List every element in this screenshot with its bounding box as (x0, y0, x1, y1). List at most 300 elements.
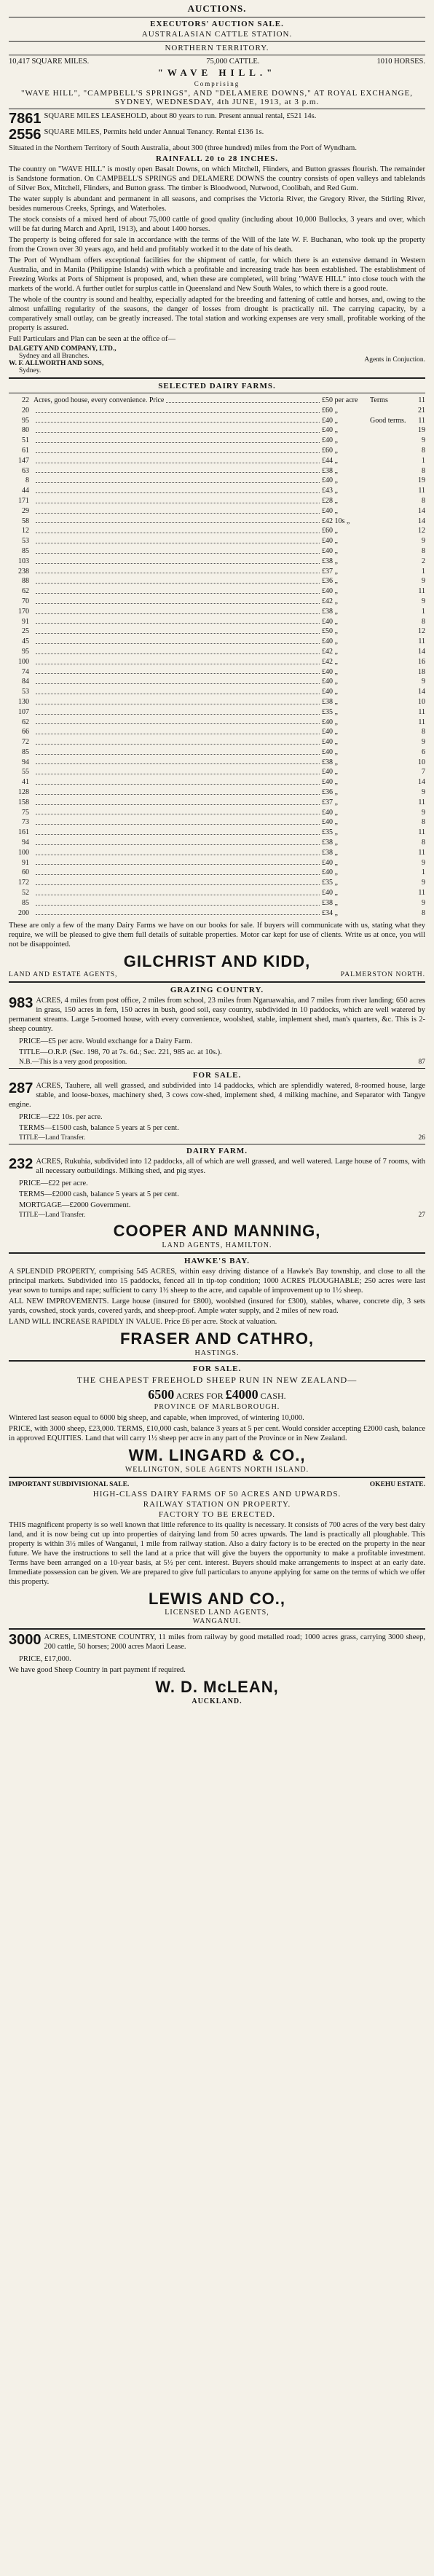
dairy-farm-ref: 9 (422, 858, 425, 867)
dairy-farm-desc (33, 476, 322, 486)
dairy-farm-ref: 11 (418, 889, 425, 898)
dairy-farm-acres: 128 (18, 788, 29, 797)
sheeprun-price: £4000 (225, 1387, 259, 1402)
dairy-farm-terms (370, 476, 411, 486)
dairy-farm-price: £42 „ (322, 647, 338, 656)
dotted-leader (36, 737, 320, 745)
divider (9, 1068, 425, 1069)
farm-287-title: TITLE—Land Transfer. (19, 1134, 86, 1142)
dairy-farm-desc (33, 396, 322, 406)
dotted-leader (36, 718, 320, 725)
dairy-farm-price: £38 „ (322, 607, 338, 616)
dotted-leader (166, 396, 320, 403)
grazing-nb: N.B.—This is a very good proposition. (19, 1059, 127, 1067)
dairy-farm-acres: 8 (25, 476, 29, 485)
dairy-farm-row (9, 727, 425, 737)
dairy-farm-row (9, 817, 425, 828)
limestone-text: ACRES, LIMESTONE COUNTRY, 11 miles from railway by good metalled road; 1000 acres grass, carrying 3000 sheep, 200 cattle, 50 horses; 2000 acres Maori Lease. (44, 1633, 425, 1652)
dotted-leader (36, 576, 320, 584)
okehu-heading-left: IMPORTANT SUBDIVISIONAL SALE. (9, 1481, 130, 1489)
agent-2-name: W. F. ALLWORTH AND SONS, (9, 360, 104, 367)
hawkes-text-2: ALL NEW IMPROVEMENTS. Large house (insured for £800), woolshed (insured for £300), stables, wharee, concrete dip, 3 sets yards, cowshed, stock yards, covered yards, and sheep-proof. Ample water supply, and 2 miles of new road. (9, 1297, 425, 1316)
dairy-farm-acres: 22 (22, 396, 29, 404)
dairy-farm-desc (33, 446, 322, 456)
dairy-farm-desc (33, 567, 322, 577)
sheeprun-acres: 6500 (148, 1387, 175, 1402)
description-p1: The country on "WAVE HILL" is mostly open Basalt Downs, on which Mitchell, Flinders, and Button grasses flourish. The remainder is Sandstone formation. On CAMPBELL'S SPRINGS and DELAMERE DOWNS the country consists of open valleys and tablelands of Silver Box, Mitchell, Flinders, and Button grass. The timber is Bloodwood, Nutwood, Coolibah, and Red Gum. (9, 165, 425, 192)
dairy-farm-price: £40 „ (322, 537, 338, 546)
dairy-farm-ref: 10 (418, 758, 425, 766)
dotted-leader (36, 677, 320, 684)
dotted-leader (36, 506, 320, 514)
dairy-farm-row (9, 758, 425, 768)
dotted-leader (36, 637, 320, 644)
dairy-farm-ref: 14 (418, 517, 425, 525)
dairy-farm-terms (370, 727, 411, 737)
dotted-leader (36, 567, 320, 574)
dotted-leader (36, 425, 320, 433)
dairy-farm-ref: 9 (422, 597, 425, 605)
dotted-leader (36, 607, 320, 614)
dairy-farm-desc (33, 406, 322, 416)
dairy-farm-price: £42 10s „ (322, 517, 350, 525)
dairy-farm-ref: 11 (418, 637, 425, 646)
lot-2 (9, 127, 425, 142)
dairy-farm-desc (33, 777, 322, 788)
hawkes-agent-name: FRASER AND CATHRO, (119, 1330, 315, 1348)
dairy-farm-acres: 161 (18, 828, 29, 837)
dairy-farm-row (9, 747, 425, 758)
dairy-farm-price: £40 „ (322, 476, 338, 485)
dairy-farm-desc (33, 747, 322, 758)
dairy-agent-sub-left: LAND AND ESTATE AGENTS, (9, 971, 118, 979)
dotted-leader (36, 878, 320, 885)
newspaper-page (9, 0, 425, 1705)
dairy-farm-terms (370, 888, 411, 898)
farm-232-mortgage: MORTGAGE—£2000 Government. (19, 1201, 131, 1210)
dairy-farm-price: £50 „ (322, 627, 338, 636)
grazing-ref: 87 (418, 1059, 425, 1067)
dairy-farm-ref: 11 (418, 707, 425, 716)
dairy-farm-terms (370, 526, 411, 536)
dairy-farm-acres: 53 (22, 688, 29, 696)
dotted-leader (36, 828, 320, 835)
sheeprun-acres-text: ACRES FOR (175, 1391, 224, 1402)
station-name: "WAVE HILL." (157, 67, 277, 78)
dairy-farm-row (9, 788, 425, 798)
dotted-leader (36, 476, 320, 483)
dairy-farm-row (9, 536, 425, 546)
dotted-leader (36, 747, 320, 755)
dairy-farm-desc (33, 828, 322, 838)
dairy-farm-desc (33, 838, 322, 848)
dairy-farm-terms (370, 707, 411, 718)
dairy-farm-price: £40 „ (322, 858, 338, 867)
sheeprun-offer (9, 1387, 425, 1402)
dotted-leader (36, 788, 320, 795)
dairy-farm-row (9, 737, 425, 747)
dairy-farm-ref: 8 (422, 496, 425, 505)
dairy-farm-desc (33, 617, 322, 627)
dairy-farm-ref: 8 (422, 728, 425, 737)
divider (9, 1477, 425, 1478)
dairy-farm-terms (370, 697, 411, 707)
dotted-leader (36, 697, 320, 704)
dairy-farm-terms (370, 878, 411, 888)
dairy-farm-acres: 95 (22, 647, 29, 656)
dairy-farm-acres: 91 (22, 858, 29, 867)
dairy-farm-acres: 107 (18, 707, 29, 716)
dairy-farm-row (9, 707, 425, 718)
dairy-farm-row (9, 878, 425, 888)
dairy-farm-ref: 11 (418, 848, 425, 857)
dairy-farm-acres: 88 (22, 577, 29, 586)
dairy-farm-desc (33, 758, 322, 768)
dairy-farm-row (9, 567, 425, 577)
dairy-farm-row (9, 637, 425, 647)
dairy-farm-acres: 52 (22, 889, 29, 898)
dotted-leader (36, 657, 320, 664)
dairy-farm-acres: 44 (22, 487, 29, 495)
dairy-farm-terms (370, 617, 411, 627)
dairy-farm-acres: 45 (22, 637, 29, 646)
description-p7: Full Particulars and Plan can be seen at the office of— (9, 335, 175, 343)
dairy-farm-ref: 11 (418, 718, 425, 726)
dairy-farm-row (9, 617, 425, 627)
dairy-farm-ref: 1 (422, 567, 425, 576)
dairy-farm-row (9, 456, 425, 466)
dairy-farm-price: £60 „ (322, 406, 338, 415)
okehu-ad (9, 1481, 425, 1625)
dairy-farm-ref: 19 (418, 476, 425, 485)
dairy-farm-desc (33, 546, 322, 557)
dairy-farm-ref: 8 (422, 617, 425, 626)
dairy-farm-row (9, 838, 425, 848)
dairy-farm-price: £40 „ (322, 587, 338, 596)
dairy-farm-ref: 8 (422, 839, 425, 847)
dairy-farm-terms (370, 557, 411, 567)
dairy-farm-ref: 11 (418, 828, 425, 837)
farm-287-acres: 287 (9, 1080, 33, 1097)
dairy-farm-desc (33, 607, 322, 617)
dairy-farm-price: £40 „ (322, 667, 338, 676)
dairy-farm-price: £38 „ (322, 848, 338, 857)
dairy-farm-terms (370, 838, 411, 848)
stats-cattle: 75,000 CATTLE. (206, 58, 260, 66)
farm-232-agent-sub: LAND AGENTS, HAMILTON. (162, 1241, 272, 1250)
territory-label: NORTHERN TERRITORY. (165, 44, 269, 52)
dairy-farm-acres: 100 (18, 657, 29, 666)
description-p4: The property is being offered for sale in accordance with the terms of the Will of the late W. F. Buchanan, who took up the property from the Crown over 30 years ago, and held and profitably worked it to the date of his death. (9, 236, 425, 254)
dairy-farm-row (9, 607, 425, 617)
dairy-farm-ref: 11 (418, 587, 425, 596)
dotted-leader (36, 817, 320, 825)
dairy-farm-terms (370, 647, 411, 657)
dairy-farm-price: £40 „ (322, 617, 338, 626)
dairy-farm-ref: 8 (422, 466, 425, 475)
dairy-farm-ref: 8 (422, 546, 425, 555)
dairy-farm-row (9, 476, 425, 486)
dairy-farm-row (9, 526, 425, 536)
dairy-farm-ref: 1 (422, 607, 425, 616)
dairy-farm-terms (370, 777, 411, 788)
dairy-farm-acres: 41 (22, 778, 29, 787)
dairy-farm-terms (370, 567, 411, 577)
dairy-farm-acres: 72 (22, 738, 29, 747)
dairy-farm-price: £40 „ (322, 768, 338, 777)
farm-287-title-row (9, 1134, 425, 1142)
dotted-leader (36, 707, 320, 715)
dairy-farm-desc (33, 637, 322, 647)
farm-232-acres: 232 (9, 1156, 33, 1173)
dairy-note: These are only a few of the many Dairy Farms we have on our books for sale. If buyers will communicate with us, stating what they require, we will be pleased to give them full details of suitable properties. Motor car kept for use of clients. Write us at once, you will not be disappointed. (9, 922, 425, 949)
dairy-farm-acres: 94 (22, 839, 29, 847)
dairy-farm-desc (33, 898, 322, 908)
grazing-heading: GRAZING COUNTRY. (170, 986, 264, 995)
dairy-farm-ref: 11 (418, 416, 425, 425)
dairy-farm-desc (33, 727, 322, 737)
dairy-farm-row (9, 586, 425, 597)
dairy-farm-row (9, 425, 425, 436)
comprising-label: Comprising (194, 80, 240, 87)
dairy-farm-terms (370, 425, 411, 436)
dairy-farm-acres: 20 (22, 406, 29, 415)
dairy-farm-desc (33, 707, 322, 718)
dairy-farm-acres: 29 (22, 506, 29, 515)
okehu-agent-name: LEWIS AND CO., (149, 1590, 285, 1609)
okehu-agent-sub-2: WANGANUI. (192, 1617, 242, 1626)
hawkes-heading: HAWKE'S BAY. (184, 1257, 250, 1266)
comprising-text: "WAVE HILL", "CAMPBELL'S SPRINGS", AND "DELAMERE DOWNS," AT ROYAL EXCHANGE, SYDNEY, WEDNESDAY, 4th JUNE, 1913, at 3 p.m. (21, 89, 413, 106)
dotted-leader (36, 908, 320, 916)
dotted-leader (36, 406, 320, 413)
dairy-farm-acres: 62 (22, 587, 29, 596)
dairy-farm-ref: 14 (418, 688, 425, 696)
dairy-farm-acres: 51 (22, 436, 29, 445)
limestone-text-2: We have good Sheep Country in part payment if required. (9, 1666, 186, 1675)
dotted-leader (36, 446, 320, 453)
dotted-leader (36, 858, 320, 865)
dairy-farm-acres: 12 (22, 527, 29, 535)
dairy-farm-ref: 9 (422, 788, 425, 797)
dairy-farm-desc (33, 466, 322, 476)
dairy-farm-price: £36 „ (322, 788, 338, 797)
dairy-farm-ref: 2 (422, 557, 425, 565)
hawkes-text: A SPLENDID PROPERTY, comprising 545 ACRES, within easy driving distance of a Hawke's Bay township, and close to all the principal markets. Subdivided into 15 paddocks, fenced all in tip-top condition; 1000 ACRES PLOUGHABLE; 250 acres were last year sown to turnips and rape; sufficient to carry 1½ sheep to the acre, and capable of improvement up to 1½ sheep. (9, 1268, 425, 1295)
dairy-farm-price: £40 „ (322, 718, 338, 726)
dotted-leader (36, 848, 320, 855)
grazing-nb-row (9, 1059, 425, 1066)
dairy-farm-ref: 9 (422, 808, 425, 817)
dairy-farm-acres: 158 (18, 798, 29, 806)
dairy-farm-acres: 55 (22, 768, 29, 777)
dairy-farm-terms (370, 788, 411, 798)
rainfall-label: RAINFALL 20 to 28 INCHES. (155, 154, 279, 163)
dairy-farm-terms (370, 798, 411, 808)
dairy-farm-desc (33, 808, 322, 818)
sheeprun-price-cash: CASH. (260, 1391, 286, 1402)
stats-line (9, 58, 425, 66)
description-p2: The water supply is abundant and permanent in all seasons, and comprises the Victoria River, the Gregory River, the Stirling River, besides numerous Creeks, Springs, and Waterholes. (9, 195, 425, 213)
dairy-farm-price: £38 „ (322, 898, 338, 907)
dairy-farm-terms (370, 517, 411, 527)
dairy-farm-price: £40 „ (322, 738, 338, 747)
dairy-farm-acres: 25 (22, 627, 29, 636)
dairy-farm-terms (370, 586, 411, 597)
dairy-farm-desc (33, 436, 322, 446)
dairy-list (9, 396, 425, 918)
dairy-farm-ref: 11 (418, 396, 425, 404)
description-p3: The stock consists of a mixed herd of about 75,000 cattle of good quality (including about 10,000 Bullocks, 3 years and over, which will be fat during March and April, 1913), and about 1400 horses. (9, 216, 425, 233)
sheeprun-headline: THE CHEAPEST FREEHOLD SHEEP RUN IN NEW ZEALAND— (76, 1375, 358, 1386)
dairy-farm-price: £38 „ (322, 839, 338, 847)
dairy-farm-price: £28 „ (322, 496, 338, 505)
divider (9, 41, 425, 42)
dairy-farm-acres: 74 (22, 667, 29, 676)
description-p5: The Port of Wyndham offers exceptional facilities for the shipment of cattle, for which there is an extensive demand in Western Australia, and in Manila (Philippine Islands) with which a profitable and increasing trade has been established. The establishment of Freezing Works at Ports of Shipment is proposed, and, when these are completed, will bring "WAVE HILL" into close touch with the markets of the world. A further outlet for surplus cattle in Queensland and New South Wales, to which there is a good route. (9, 256, 425, 293)
dairy-farm-price: £40 „ (322, 416, 338, 425)
dairy-farm-terms (370, 607, 411, 617)
agent-1-name: DALGETY AND COMPANY, LTD., (9, 345, 117, 353)
dairy-farm-desc (33, 517, 322, 527)
dairy-farm-desc (33, 848, 322, 858)
dairy-farm-terms (370, 687, 411, 697)
dairy-farm-acres: 70 (22, 597, 29, 605)
dairy-farm-terms (370, 486, 411, 496)
dairy-farm-terms (370, 747, 411, 758)
dairy-farm-acres: 171 (18, 496, 29, 505)
dairy-farm-terms (370, 908, 411, 919)
dairy-farm-row (9, 888, 425, 898)
dairy-farm-row (9, 858, 425, 868)
farm-232-heading: DAIRY FARM. (186, 1147, 248, 1156)
dairy-farm-desc (33, 597, 322, 607)
dotted-leader (36, 758, 320, 765)
sheeprun-text: Wintered last season equal to 6000 big sheep, and capable, when improved, of wintering 10,000. (9, 1414, 304, 1423)
dairy-farm-price: £40 „ (322, 637, 338, 646)
dairy-farm-acres: 91 (22, 617, 29, 626)
okehu-subhead-2: RAILWAY STATION ON PROPERTY. (143, 1500, 291, 1509)
dairy-farm-acres: 100 (18, 848, 29, 857)
dairy-farm-desc (33, 526, 322, 536)
dotted-leader (36, 647, 320, 654)
dotted-leader (36, 868, 320, 875)
farm-287-price: PRICE—£22 10s. per acre. (19, 1113, 103, 1122)
dairy-farm-ref: 9 (422, 537, 425, 546)
farm-232-terms: TERMS—£2000 cash, balance 5 years at 5 per cent. (19, 1190, 179, 1199)
dairy-farm-row (9, 657, 425, 667)
dairy-heading: SELECTED DAIRY FARMS. (158, 382, 276, 390)
divider (9, 1628, 425, 1630)
dairy-farm-price: £50 per acre (322, 396, 358, 404)
dairy-farm-acres: 85 (22, 898, 29, 907)
dairy-farm-price: £38 „ (322, 466, 338, 475)
dairy-farm-desc (33, 868, 322, 878)
grazing-title: TITLE—O.R.P. (Sec. 198, 70 at 7s. 6d.; Sec. 221, 985 ac. at 10s.). (19, 1048, 222, 1057)
dairy-farm-row (9, 396, 425, 406)
dairy-agent-name: GILCHRIST AND KIDD, (123, 952, 311, 971)
dairy-farm-acres: 61 (22, 446, 29, 455)
dairy-farm-ref: 8 (422, 446, 425, 455)
dairy-farm-row (9, 486, 425, 496)
dairy-farm-terms (370, 828, 411, 838)
dairy-farm-desc-text: Acres, good house, every convenience. Price (33, 396, 165, 404)
dairy-farm-terms (370, 858, 411, 868)
dairy-farm-terms: Terms (370, 396, 388, 404)
agents-block (9, 345, 425, 374)
dairy-farm-ref: 9 (422, 879, 425, 887)
dairy-farm-desc (33, 858, 322, 868)
dairy-farm-price: £40 „ (322, 868, 338, 877)
dairy-farm-ref: 12 (418, 527, 425, 535)
dairy-farm-ref: 11 (418, 487, 425, 495)
farm-232-text: ACRES, Rukuhia, subdivided into 12 paddocks, all of which are well grassed, and well watered. Large house of 7 rooms, with all necessary outbuildings. Milking shed, and pig styes. (36, 1158, 425, 1176)
dairy-farm-desc (33, 557, 322, 567)
dairy-farm-row (9, 677, 425, 687)
divider (9, 377, 425, 379)
dairy-farm-ref: 14 (418, 778, 425, 787)
dairy-farm-ref: 9 (422, 577, 425, 586)
farm-287-ad (9, 1071, 425, 1142)
dairy-farm-acres: 170 (18, 607, 29, 616)
farm-232-price: PRICE—£22 per acre. (19, 1179, 88, 1188)
dairy-farm-ref: 14 (418, 506, 425, 515)
dairy-farm-terms (370, 637, 411, 647)
dotted-leader (36, 808, 320, 815)
sheep-run-ad (9, 1364, 425, 1474)
dairy-farm-desc (33, 798, 322, 808)
dairy-farm-row (9, 627, 425, 637)
dairy-farm-terms (370, 817, 411, 828)
dairy-farm-row (9, 436, 425, 446)
dairy-farm-row (9, 898, 425, 908)
ad-title: EXECUTORS' AUCTION SALE. (150, 20, 284, 28)
okehu-subhead-3: FACTORY TO BE ERECTED. (158, 1510, 276, 1520)
dairy-farm-price: £40 „ (322, 747, 338, 756)
dairy-farm-acres: 95 (22, 416, 29, 425)
dairy-farm-ref: 7 (422, 768, 425, 777)
dairy-farm-desc (33, 788, 322, 798)
dairy-farm-ref: 9 (422, 678, 425, 686)
dairy-farm-acres: 60 (22, 868, 29, 877)
dairy-farm-acres: 130 (18, 697, 29, 706)
dairy-farm-ref: 19 (418, 426, 425, 435)
dairy-farm-price: £40 „ (322, 728, 338, 737)
dairy-farm-acres: 66 (22, 728, 29, 737)
grazing-price: PRICE—£5 per acre. Would exchange for a Dairy Farm. (19, 1037, 193, 1046)
dairy-farm-desc (33, 486, 322, 496)
dairy-farm-price: £34 „ (322, 908, 338, 917)
limestone-agent-name: W. D. McLEAN, (155, 1678, 279, 1697)
dotted-leader (36, 466, 320, 474)
farm-232-ref: 27 (418, 1212, 425, 1220)
dotted-leader (36, 496, 320, 503)
dotted-leader (36, 456, 320, 463)
dairy-farm-desc (33, 657, 322, 667)
limestone-price: PRICE, £17,000. (19, 1655, 71, 1664)
sheeprun-province: PROVINCE OF MARLBOROUGH. (154, 1403, 280, 1412)
dairy-farm-price: £40 „ (322, 688, 338, 696)
dairy-farm-price: £60 „ (322, 527, 338, 535)
dairy-farm-desc (33, 536, 322, 546)
dairy-farm-desc (33, 697, 322, 707)
dairy-farm-desc (33, 767, 322, 777)
dairy-farm-row (9, 406, 425, 416)
dotted-leader (36, 536, 320, 543)
sheeprun-text-2: PRICE, with 3000 sheep, £23,000. TERMS, £10,000 cash, balance 3 years at 5 per cent. Would consider accepting £2000 cash, balance in approved EQUITIES. Land that will carry 1½ sheep per acre in any part of the Province or in New Zealand. (9, 1425, 425, 1443)
dairy-farm-terms (370, 456, 411, 466)
sheeprun-heading: FOR SALE. (192, 1364, 242, 1374)
